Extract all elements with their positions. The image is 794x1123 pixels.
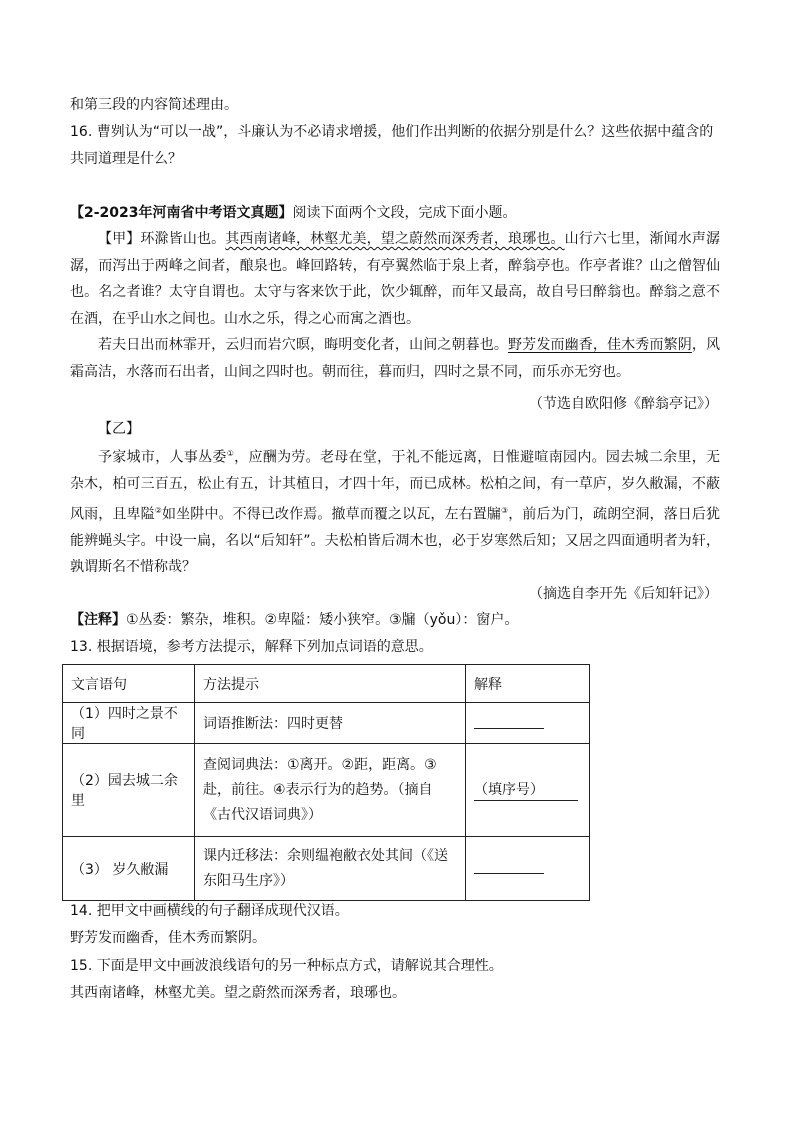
table-row [63,837,590,901]
passage-yi [70,441,720,581]
yi-label: 【乙】 [98,421,140,437]
jia-p2-start: 若夫日出而林霏开，云归而岩穴暝，晦明变化者，山间之朝暮也。 [98,337,509,353]
table-cell-method: 查阅词典法：①离开。②距，距离。③赴，前往。④表示行为的趋势。（摘自《古代汉语词典》） [195,744,466,837]
question-14: 14. 把甲文中画横线的句子翻译成现代汉语。 [70,903,349,919]
section-instruction: 阅读下面两个文段，完成下面小题。 [292,205,517,221]
section-heading [70,203,517,223]
footnote-3-mark: ③ [501,505,509,515]
passage-yi-paragraph [70,441,720,581]
yi-text-4: ，前后为门，疏朗空洞，落日后犹能辨蝇头字。中设一扁，名以“后知轩”。夫松柏皆后凋木也，必于岁寒然后知；又居之四面通明者为轩，孰谓斯名不惜称哉？ [70,506,721,576]
table-row [63,744,590,837]
yi-source: （摘选自李开先《后知轩记》） [529,586,718,602]
prev-question-tail: 和第三段的内容简述理由。 [70,97,238,113]
table-cell-answer[interactable] [466,703,590,744]
answer-table [62,664,590,901]
table-cell-answer[interactable] [466,744,590,837]
notes-label: 【注释】 [70,612,126,628]
answer-blank-hint[interactable]: （填序号） [474,779,578,801]
jia-underlined-sentence: 野芳发而幽香，佳木秀而繁阴 [508,337,692,353]
answer-blank[interactable] [474,714,544,729]
passage-jia [70,226,720,385]
yi-text-2: ，应酬为劳。老母在堂，于礼不能远离，日惟避喧南园内。园去城二余里，无杂木，柏可三百五，松止有五，计其植日，才四十年，而已成林。松柏之间，有一草庐，岁久敝漏，不蔽风雨，且卑隘 [70,449,721,523]
yi-text-3: 如坐阱中。不得已改作焉。撤草而覆之以瓦，左右置牖 [162,506,501,523]
passage-jia-paragraph-1 [70,226,720,332]
table-row [63,703,590,744]
jia-wavy-sentence: 其西南诸峰，林壑尤美，望之蔚然而深秀者，琅琊也。 [225,231,565,247]
footnote-1-mark: ① [226,449,235,458]
jia-p1-rest: 山行六七里，渐闻水声潺潺，而泻出于两峰之间者，酿泉也。峰回路转，有亭翼然临于泉上者，醉翁亭也。作亭者谁？山之僧智仙也。名之者谁？太守自谓也。太守与客来饮于此，饮少辄醉，而年又最高，故自号曰醉翁也。醉翁之意不在酒，在乎山水之间也。山水之乐，得之心而寓之酒也。 [70,231,721,327]
question-13: 13. 根据语境，参考方法提示，解释下列加点词语的意思。 [70,639,433,655]
section-tag: 【2-2023年河南省中考语文真题】 [70,205,293,221]
jia-label: 【甲】 [98,231,141,247]
table-header-cell: 解释 [466,665,590,703]
table-cell-answer[interactable] [466,837,590,901]
question-15: 15. 下面是甲文中画波浪线语句的另一种标点方式，请解说其合理性。 [70,958,503,974]
passage-jia-paragraph-2 [70,332,720,385]
question-14-sentence: 野芳发而幽香，佳木秀而繁阴。 [70,930,266,946]
yi-text-1: 予家城市，人事丛委 [98,449,227,466]
jia-source: （节选自欧阳修《醉翁亭记》） [529,396,718,412]
table-cell-sentence: （1）四时之景不同 [63,703,195,744]
table-header-cell: 方法提示 [195,665,466,703]
table-cell-sentence: （3） 岁久敝漏 [63,837,195,901]
table-cell-method: 课内迁移法：余则缊袍敝衣处其间（《送东阳马生序》） [195,837,466,901]
jia-p1-start: 环滁皆山也。 [140,231,226,247]
answer-blank[interactable] [474,859,544,874]
table-cell-sentence: （2）园去城二余里 [63,744,195,837]
question-16-line1: 16. 曹刿认为“可以一战”，斗廉认为不必请求增援，他们作出判断的依据分别是什么？这些依据中蕴含的 [70,124,714,140]
table-header-cell: 文言语句 [63,665,195,703]
question-15-sentence: 其西南诸峰，林壑尤美。望之蔚然而深秀者，琅琊也。 [70,985,406,1001]
notes [70,610,518,630]
notes-text: ①丛委：繁杂，堆积。②卑隘：矮小狭窄。③牖（yǒu）：窗户。 [126,612,519,628]
jia-p2-rest: ，风霜高洁，水落而石出者，山间之四时也。朝而往，暮而归，四时之景不同，而乐亦无穷也。 [70,337,721,380]
question-16-line2: 共同道理是什么？ [70,151,182,167]
footnote-2-mark: ② [154,505,163,515]
table-header-row [63,665,590,703]
table-cell-method: 词语推断法：四时更替 [195,703,466,744]
